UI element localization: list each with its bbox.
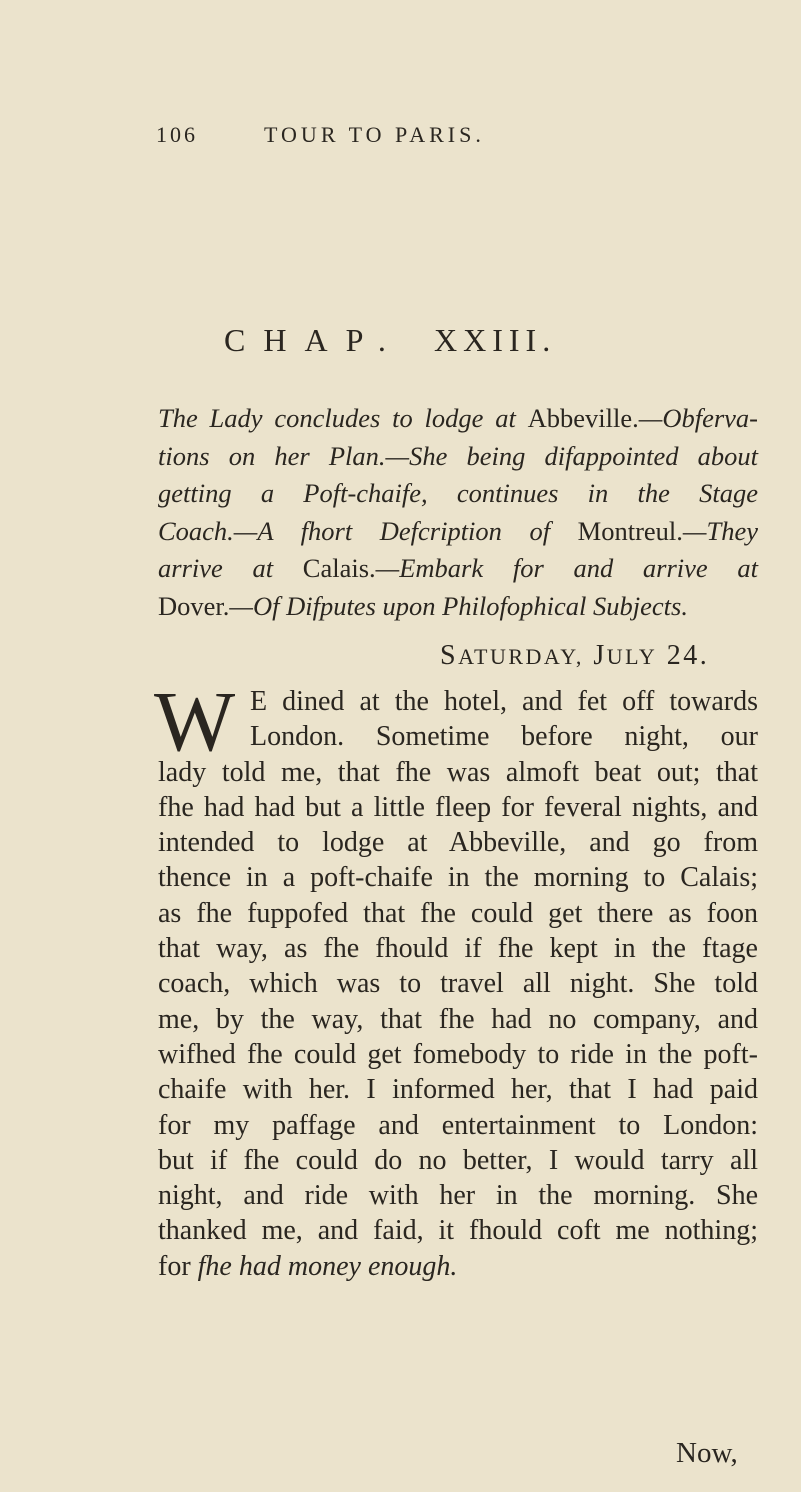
- drop-cap: W: [154, 673, 236, 769]
- body-line: fhe had had but a little fleep for feveral nights, and: [158, 791, 758, 823]
- body-line: thence in a poft-chaife in the morning to Calais;: [158, 862, 758, 894]
- running-title: TOUR TO PARIS.: [264, 122, 485, 147]
- body-line: me, by the way, that fhe had no company, and: [158, 1003, 758, 1035]
- body-line: that way, as fhe fhould if fhe kept in the ftage: [158, 933, 758, 965]
- dateline: SATURDAY, JULY 24.: [440, 640, 710, 671]
- body-line: intended to lodge at Abbeville, and go from: [158, 827, 758, 859]
- body-line: for fhe had money enough.: [158, 1250, 458, 1282]
- body-line: coach, which was to travel all night. She told: [158, 968, 758, 1000]
- summary-line: The Lady concludes to lodge at Abbeville.—Obferva-: [158, 403, 758, 433]
- body-text: [154, 673, 758, 1284]
- running-head: [0, 122, 801, 162]
- chapter-summary: [158, 400, 758, 626]
- body-line: wifhed fhe could get fomebody to ride in the poft-: [158, 1038, 758, 1070]
- body-line: lady told me, that fhe was almoft beat out; that: [158, 756, 758, 788]
- body-line: but if fhe could do no better, I would tarry all: [158, 1144, 758, 1176]
- summary-line: Dover.—Of Difputes upon Philofophical Subjects.: [158, 590, 688, 621]
- body-line: thanked me, and faid, it fhould coft me nothing;: [158, 1215, 758, 1247]
- catchword: Now,: [676, 1437, 738, 1469]
- body-line: as fhe fuppofed that fhe could get there as foon: [158, 897, 758, 929]
- chapter-number: XXIII.: [434, 322, 557, 358]
- body-line: E dined at the hotel, and fet off towards: [250, 686, 758, 717]
- summary-line: arrive at Calais.—Embark for and arrive at: [158, 553, 759, 584]
- body-line: chaife with her. I informed her, that I had paid: [158, 1074, 758, 1106]
- chapter-word: CHAP.: [224, 322, 404, 358]
- summary-line: getting a Poft-chaife, continues in the Stage: [158, 478, 758, 509]
- body-line: London. Sometime before night, our: [250, 721, 758, 753]
- body-line: night, and ride with her in the morning. She: [158, 1180, 758, 1212]
- page-number: 106: [156, 122, 198, 147]
- body-line: for my paffage and entertainment to London:: [158, 1109, 758, 1141]
- summary-line: Coach.—A fhort Defcription of Montreul.—They: [158, 515, 758, 546]
- summary-line: tions on her Plan.—She being difappointed about: [158, 440, 758, 471]
